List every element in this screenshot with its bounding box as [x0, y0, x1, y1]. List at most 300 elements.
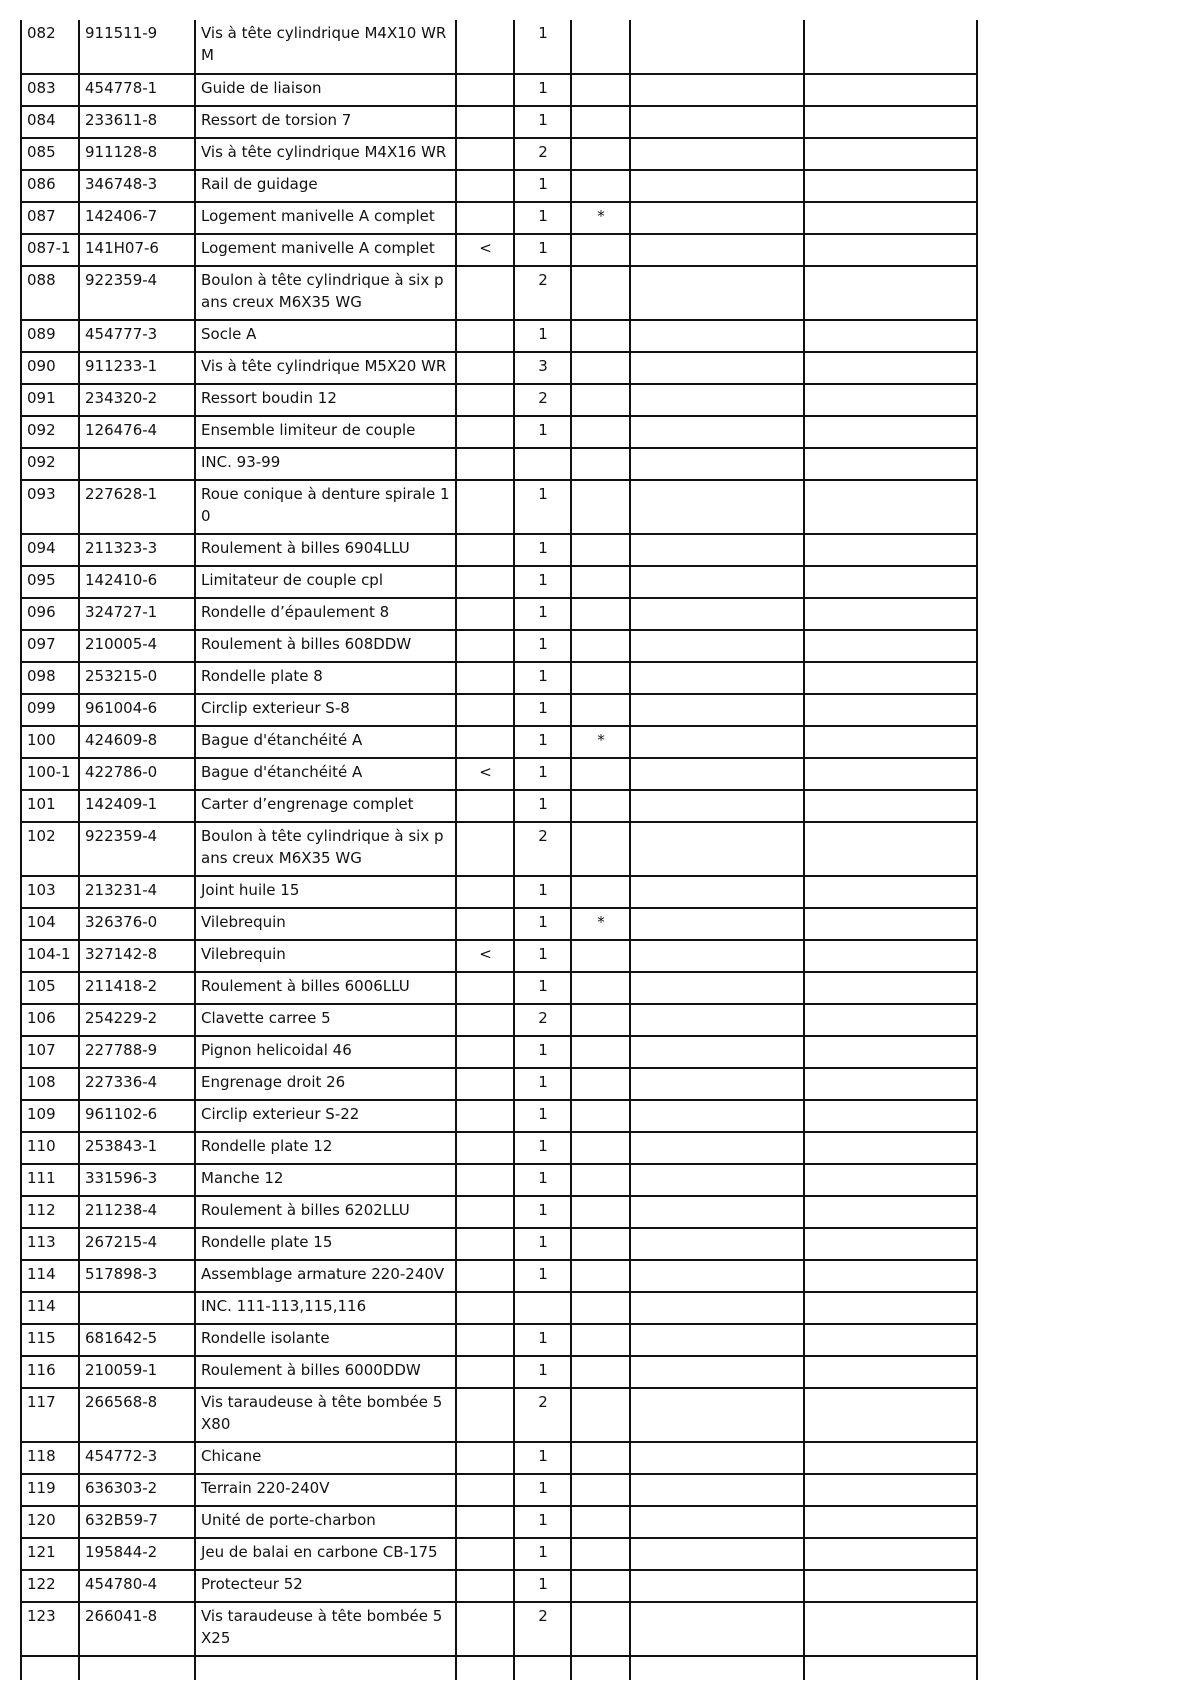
item-number-cell: 091 — [21, 384, 79, 416]
item-number-cell: 090 — [21, 352, 79, 384]
item-number-cell: 111 — [21, 1164, 79, 1196]
part-number-cell: 210059-1 — [79, 1356, 195, 1388]
empty-cell — [804, 234, 977, 266]
note-cell — [571, 694, 630, 726]
table-row — [21, 1292, 977, 1324]
substitute-mark-cell — [456, 1570, 514, 1602]
substitute-mark-cell — [456, 20, 514, 74]
description-cell: Boulon à tête cylindrique à six pans creux M6X35 WG — [195, 266, 456, 320]
substitute-mark-cell — [456, 1196, 514, 1228]
note-cell — [571, 566, 630, 598]
part-number-cell: 922359-4 — [79, 266, 195, 320]
note-cell — [571, 384, 630, 416]
item-number-cell: 095 — [21, 566, 79, 598]
item-number-cell: 109 — [21, 1100, 79, 1132]
empty-cell — [630, 1164, 804, 1196]
item-number-cell: 096 — [21, 598, 79, 630]
empty-cell — [630, 1388, 804, 1442]
note-cell — [571, 534, 630, 566]
part-number-cell: 210005-4 — [79, 630, 195, 662]
item-number-cell: 100-1 — [21, 758, 79, 790]
item-number-cell: 099 — [21, 694, 79, 726]
quantity-cell: 1 — [514, 940, 571, 972]
table-row — [21, 598, 977, 630]
description-cell: Vis taraudeuse à tête bombée 5X25 — [195, 1602, 456, 1656]
empty-cell — [630, 448, 804, 480]
description-cell: Rondelle isolante — [195, 1324, 456, 1356]
part-number-cell: 454778-1 — [79, 74, 195, 106]
part-number-cell: 681642-5 — [79, 1324, 195, 1356]
substitute-mark-cell — [456, 876, 514, 908]
empty-cell — [630, 138, 804, 170]
empty-cell — [804, 1164, 977, 1196]
part-number-cell: 267215-4 — [79, 1228, 195, 1260]
empty-cell — [804, 448, 977, 480]
item-number-cell: 112 — [21, 1196, 79, 1228]
table-row — [21, 20, 977, 74]
table-row — [21, 940, 977, 972]
item-number-cell: 106 — [21, 1004, 79, 1036]
note-cell — [571, 352, 630, 384]
empty-cell — [630, 480, 804, 534]
note-cell — [571, 1324, 630, 1356]
item-number-cell: 092 — [21, 416, 79, 448]
quantity-cell: 1 — [514, 1068, 571, 1100]
part-number-cell: 227788-9 — [79, 1036, 195, 1068]
substitute-mark-cell — [456, 138, 514, 170]
item-number-cell: 110 — [21, 1132, 79, 1164]
note-cell — [571, 1132, 630, 1164]
part-number-cell: 142410-6 — [79, 566, 195, 598]
note-cell — [571, 138, 630, 170]
empty-cell — [630, 972, 804, 1004]
empty-cell — [630, 566, 804, 598]
part-number-cell: 911128-8 — [79, 138, 195, 170]
empty-cell — [804, 1356, 977, 1388]
quantity-cell: 2 — [514, 822, 571, 876]
empty-cell — [804, 790, 977, 822]
empty-cell — [804, 972, 977, 1004]
substitute-mark-cell — [456, 1228, 514, 1260]
empty-cell — [804, 20, 977, 74]
empty-cell — [630, 1656, 804, 1680]
table-row — [21, 234, 977, 266]
table-row — [21, 320, 977, 352]
empty-cell — [630, 74, 804, 106]
description-cell: Vilebrequin — [195, 940, 456, 972]
quantity-cell: 1 — [514, 1164, 571, 1196]
table-row — [21, 1036, 977, 1068]
quantity-cell: 1 — [514, 630, 571, 662]
part-number-cell: 253843-1 — [79, 1132, 195, 1164]
description-cell: Rondelle d’épaulement 8 — [195, 598, 456, 630]
note-cell — [571, 1260, 630, 1292]
part-number-cell: 911511-9 — [79, 20, 195, 74]
part-number-cell: 636303-2 — [79, 1474, 195, 1506]
note-cell — [571, 1004, 630, 1036]
description-cell: Boulon à tête cylindrique à six pans creux M6X35 WG — [195, 822, 456, 876]
part-number-cell — [79, 1292, 195, 1324]
empty-cell — [630, 1506, 804, 1538]
quantity-cell: 1 — [514, 598, 571, 630]
item-number-cell: 101 — [21, 790, 79, 822]
description-cell: Logement manivelle A complet — [195, 234, 456, 266]
substitute-mark-cell — [456, 1132, 514, 1164]
empty-cell — [630, 534, 804, 566]
substitute-mark-cell — [456, 822, 514, 876]
empty-cell — [79, 1656, 195, 1680]
substitute-mark-cell — [456, 972, 514, 1004]
empty-cell — [456, 1656, 514, 1680]
description-cell: Manche 12 — [195, 1164, 456, 1196]
quantity-cell: 1 — [514, 908, 571, 940]
part-number-cell: 961102-6 — [79, 1100, 195, 1132]
part-number-cell: 266568-8 — [79, 1388, 195, 1442]
description-cell: Bague d'étanchéité A — [195, 758, 456, 790]
table-row — [21, 448, 977, 480]
parts-table — [20, 20, 978, 1680]
empty-cell — [630, 20, 804, 74]
substitute-mark-cell — [456, 1538, 514, 1570]
item-number-cell: 093 — [21, 480, 79, 534]
part-number-cell: 234320-2 — [79, 384, 195, 416]
substitute-mark-cell — [456, 1324, 514, 1356]
substitute-mark-cell — [456, 1068, 514, 1100]
empty-cell — [630, 1292, 804, 1324]
empty-cell — [630, 1442, 804, 1474]
empty-cell — [630, 726, 804, 758]
substitute-mark-cell — [456, 106, 514, 138]
part-number-cell: 327142-8 — [79, 940, 195, 972]
part-number-cell: 141H07-6 — [79, 234, 195, 266]
empty-cell — [195, 1656, 456, 1680]
empty-cell — [804, 1442, 977, 1474]
empty-cell — [804, 598, 977, 630]
description-cell: Vis à tête cylindrique M4X10 WR M — [195, 20, 456, 74]
substitute-mark-cell — [456, 1474, 514, 1506]
empty-cell — [804, 320, 977, 352]
empty-cell — [804, 1132, 977, 1164]
table-row — [21, 694, 977, 726]
empty-cell — [630, 1570, 804, 1602]
description-cell: Guide de liaison — [195, 74, 456, 106]
quantity-cell: 1 — [514, 534, 571, 566]
item-number-cell: 098 — [21, 662, 79, 694]
empty-cell — [630, 598, 804, 630]
part-number-cell: 454780-4 — [79, 1570, 195, 1602]
empty-cell — [804, 106, 977, 138]
description-cell: Vilebrequin — [195, 908, 456, 940]
substitute-mark-cell — [456, 908, 514, 940]
empty-cell — [571, 1656, 630, 1680]
substitute-mark-cell — [456, 1036, 514, 1068]
empty-cell — [630, 1474, 804, 1506]
quantity-cell: 2 — [514, 384, 571, 416]
substitute-mark-cell — [456, 1442, 514, 1474]
substitute-mark-cell — [456, 74, 514, 106]
part-number-cell: 961004-6 — [79, 694, 195, 726]
empty-cell — [630, 1132, 804, 1164]
table-row — [21, 170, 977, 202]
quantity-cell: 1 — [514, 566, 571, 598]
empty-cell — [804, 694, 977, 726]
quantity-cell: 1 — [514, 1132, 571, 1164]
substitute-mark-cell — [456, 1356, 514, 1388]
empty-cell — [630, 876, 804, 908]
part-number-cell: 211323-3 — [79, 534, 195, 566]
substitute-mark-cell — [456, 1602, 514, 1656]
note-cell — [571, 416, 630, 448]
table-row — [21, 630, 977, 662]
part-number-cell: 911233-1 — [79, 352, 195, 384]
table-row — [21, 1132, 977, 1164]
substitute-mark-cell — [456, 566, 514, 598]
table-row — [21, 876, 977, 908]
quantity-cell: 1 — [514, 1538, 571, 1570]
note-cell — [571, 1228, 630, 1260]
quantity-cell: 1 — [514, 20, 571, 74]
item-number-cell: 107 — [21, 1036, 79, 1068]
quantity-cell: 1 — [514, 1100, 571, 1132]
table-row — [21, 1442, 977, 1474]
empty-cell — [804, 1324, 977, 1356]
item-number-cell: 102 — [21, 822, 79, 876]
table-row — [21, 480, 977, 534]
table-row — [21, 1324, 977, 1356]
note-cell — [571, 320, 630, 352]
substitute-mark-cell: < — [456, 940, 514, 972]
note-cell — [571, 1164, 630, 1196]
item-number-cell: 122 — [21, 1570, 79, 1602]
description-cell: Ressort boudin 12 — [195, 384, 456, 416]
table-row — [21, 758, 977, 790]
empty-cell — [630, 630, 804, 662]
note-cell — [571, 1292, 630, 1324]
table-row — [21, 972, 977, 1004]
substitute-mark-cell — [456, 598, 514, 630]
empty-cell — [630, 1356, 804, 1388]
note-cell — [571, 876, 630, 908]
empty-cell — [804, 1004, 977, 1036]
part-number-cell: 331596-3 — [79, 1164, 195, 1196]
item-number-cell: 092 — [21, 448, 79, 480]
empty-cell — [630, 1538, 804, 1570]
description-cell: Vis à tête cylindrique M5X20 WR — [195, 352, 456, 384]
item-number-cell: 116 — [21, 1356, 79, 1388]
quantity-cell — [514, 448, 571, 480]
item-number-cell: 097 — [21, 630, 79, 662]
empty-cell — [804, 1036, 977, 1068]
quantity-cell: 3 — [514, 352, 571, 384]
substitute-mark-cell — [456, 448, 514, 480]
quantity-cell: 1 — [514, 876, 571, 908]
note-cell — [571, 448, 630, 480]
empty-cell — [630, 1260, 804, 1292]
empty-cell — [804, 1538, 977, 1570]
empty-cell — [630, 694, 804, 726]
description-cell: Jeu de balai en carbone CB-175 — [195, 1538, 456, 1570]
note-cell: * — [571, 908, 630, 940]
empty-cell — [804, 1570, 977, 1602]
note-cell — [571, 1356, 630, 1388]
quantity-cell: 2 — [514, 1602, 571, 1656]
empty-cell — [804, 202, 977, 234]
table-row — [21, 1506, 977, 1538]
note-cell — [571, 790, 630, 822]
description-cell: Bague d'étanchéité A — [195, 726, 456, 758]
part-number-cell: 126476-4 — [79, 416, 195, 448]
note-cell — [571, 266, 630, 320]
description-cell: Roulement à billes 6000DDW — [195, 1356, 456, 1388]
quantity-cell: 1 — [514, 1442, 571, 1474]
table-row — [21, 534, 977, 566]
description-cell: Engrenage droit 26 — [195, 1068, 456, 1100]
item-number-cell: 120 — [21, 1506, 79, 1538]
description-cell: Vis à tête cylindrique M4X16 WR — [195, 138, 456, 170]
empty-cell — [630, 202, 804, 234]
substitute-mark-cell — [456, 416, 514, 448]
part-number-cell: 324727-1 — [79, 598, 195, 630]
part-number-cell: 424609-8 — [79, 726, 195, 758]
description-cell: Logement manivelle A complet — [195, 202, 456, 234]
part-number-cell: 253215-0 — [79, 662, 195, 694]
empty-cell — [804, 416, 977, 448]
table-row — [21, 1164, 977, 1196]
empty-cell — [630, 790, 804, 822]
substitute-mark-cell — [456, 352, 514, 384]
empty-cell — [804, 1196, 977, 1228]
description-cell: Clavette carree 5 — [195, 1004, 456, 1036]
substitute-mark-cell — [456, 726, 514, 758]
note-cell — [571, 1506, 630, 1538]
item-number-cell: 114 — [21, 1260, 79, 1292]
note-cell — [571, 1196, 630, 1228]
empty-cell — [804, 1474, 977, 1506]
quantity-cell: 1 — [514, 1356, 571, 1388]
empty-cell — [630, 662, 804, 694]
item-number-cell: 088 — [21, 266, 79, 320]
description-cell: Unité de porte-charbon — [195, 1506, 456, 1538]
note-cell — [571, 1474, 630, 1506]
table-row — [21, 106, 977, 138]
substitute-mark-cell — [456, 320, 514, 352]
empty-cell — [804, 1068, 977, 1100]
note-cell — [571, 1036, 630, 1068]
item-number-cell: 114 — [21, 1292, 79, 1324]
item-number-cell: 104-1 — [21, 940, 79, 972]
table-row — [21, 138, 977, 170]
substitute-mark-cell — [456, 694, 514, 726]
item-number-cell: 123 — [21, 1602, 79, 1656]
description-cell: Ensemble limiteur de couple — [195, 416, 456, 448]
description-cell: Circlip exterieur S-8 — [195, 694, 456, 726]
item-number-cell: 113 — [21, 1228, 79, 1260]
substitute-mark-cell — [456, 1164, 514, 1196]
item-number-cell: 119 — [21, 1474, 79, 1506]
note-cell — [571, 1388, 630, 1442]
quantity-cell: 1 — [514, 1036, 571, 1068]
quantity-cell — [514, 1292, 571, 1324]
note-cell — [571, 74, 630, 106]
quantity-cell: 1 — [514, 1260, 571, 1292]
empty-cell — [804, 726, 977, 758]
quantity-cell: 1 — [514, 1196, 571, 1228]
empty-cell — [804, 876, 977, 908]
description-cell: Roue conique à denture spirale 10 — [195, 480, 456, 534]
empty-cell — [804, 1100, 977, 1132]
empty-cell — [804, 566, 977, 598]
description-cell: Chicane — [195, 1442, 456, 1474]
substitute-mark-cell — [456, 1100, 514, 1132]
quantity-cell: 1 — [514, 726, 571, 758]
table-row — [21, 1538, 977, 1570]
description-cell: Roulement à billes 608DDW — [195, 630, 456, 662]
quantity-cell: 1 — [514, 170, 571, 202]
substitute-mark-cell — [456, 266, 514, 320]
empty-cell — [630, 940, 804, 972]
item-number-cell: 083 — [21, 74, 79, 106]
description-cell: Rail de guidage — [195, 170, 456, 202]
table-row — [21, 202, 977, 234]
quantity-cell: 1 — [514, 694, 571, 726]
part-number-cell: 227336-4 — [79, 1068, 195, 1100]
note-cell: * — [571, 726, 630, 758]
note-cell — [571, 1442, 630, 1474]
item-number-cell: 085 — [21, 138, 79, 170]
empty-cell — [630, 352, 804, 384]
note-cell — [571, 170, 630, 202]
table-row — [21, 726, 977, 758]
description-cell: Vis taraudeuse à tête bombée 5X80 — [195, 1388, 456, 1442]
part-number-cell: 454777-3 — [79, 320, 195, 352]
empty-cell — [804, 266, 977, 320]
item-number-cell: 087 — [21, 202, 79, 234]
note-cell — [571, 234, 630, 266]
empty-cell — [804, 74, 977, 106]
table-row — [21, 1474, 977, 1506]
substitute-mark-cell — [456, 630, 514, 662]
table-row — [21, 1228, 977, 1260]
part-number-cell: 346748-3 — [79, 170, 195, 202]
substitute-mark-cell — [456, 534, 514, 566]
description-cell: Roulement à billes 6006LLU — [195, 972, 456, 1004]
description-cell: Socle A — [195, 320, 456, 352]
table-row — [21, 822, 977, 876]
description-cell: Terrain 220-240V — [195, 1474, 456, 1506]
empty-cell — [630, 416, 804, 448]
empty-cell — [21, 1656, 79, 1680]
part-number-cell: 517898-3 — [79, 1260, 195, 1292]
item-number-cell: 082 — [21, 20, 79, 74]
note-cell — [571, 940, 630, 972]
quantity-cell: 1 — [514, 202, 571, 234]
item-number-cell: 115 — [21, 1324, 79, 1356]
empty-cell — [630, 822, 804, 876]
item-number-cell: 103 — [21, 876, 79, 908]
quantity-cell: 1 — [514, 758, 571, 790]
part-number-cell: 326376-0 — [79, 908, 195, 940]
substitute-mark-cell — [456, 662, 514, 694]
empty-cell — [804, 480, 977, 534]
note-cell — [571, 598, 630, 630]
table-row — [21, 74, 977, 106]
quantity-cell: 1 — [514, 1506, 571, 1538]
parts-table-body — [21, 20, 977, 1680]
empty-cell — [804, 384, 977, 416]
quantity-cell: 1 — [514, 106, 571, 138]
note-cell — [571, 1538, 630, 1570]
note-cell — [571, 106, 630, 138]
